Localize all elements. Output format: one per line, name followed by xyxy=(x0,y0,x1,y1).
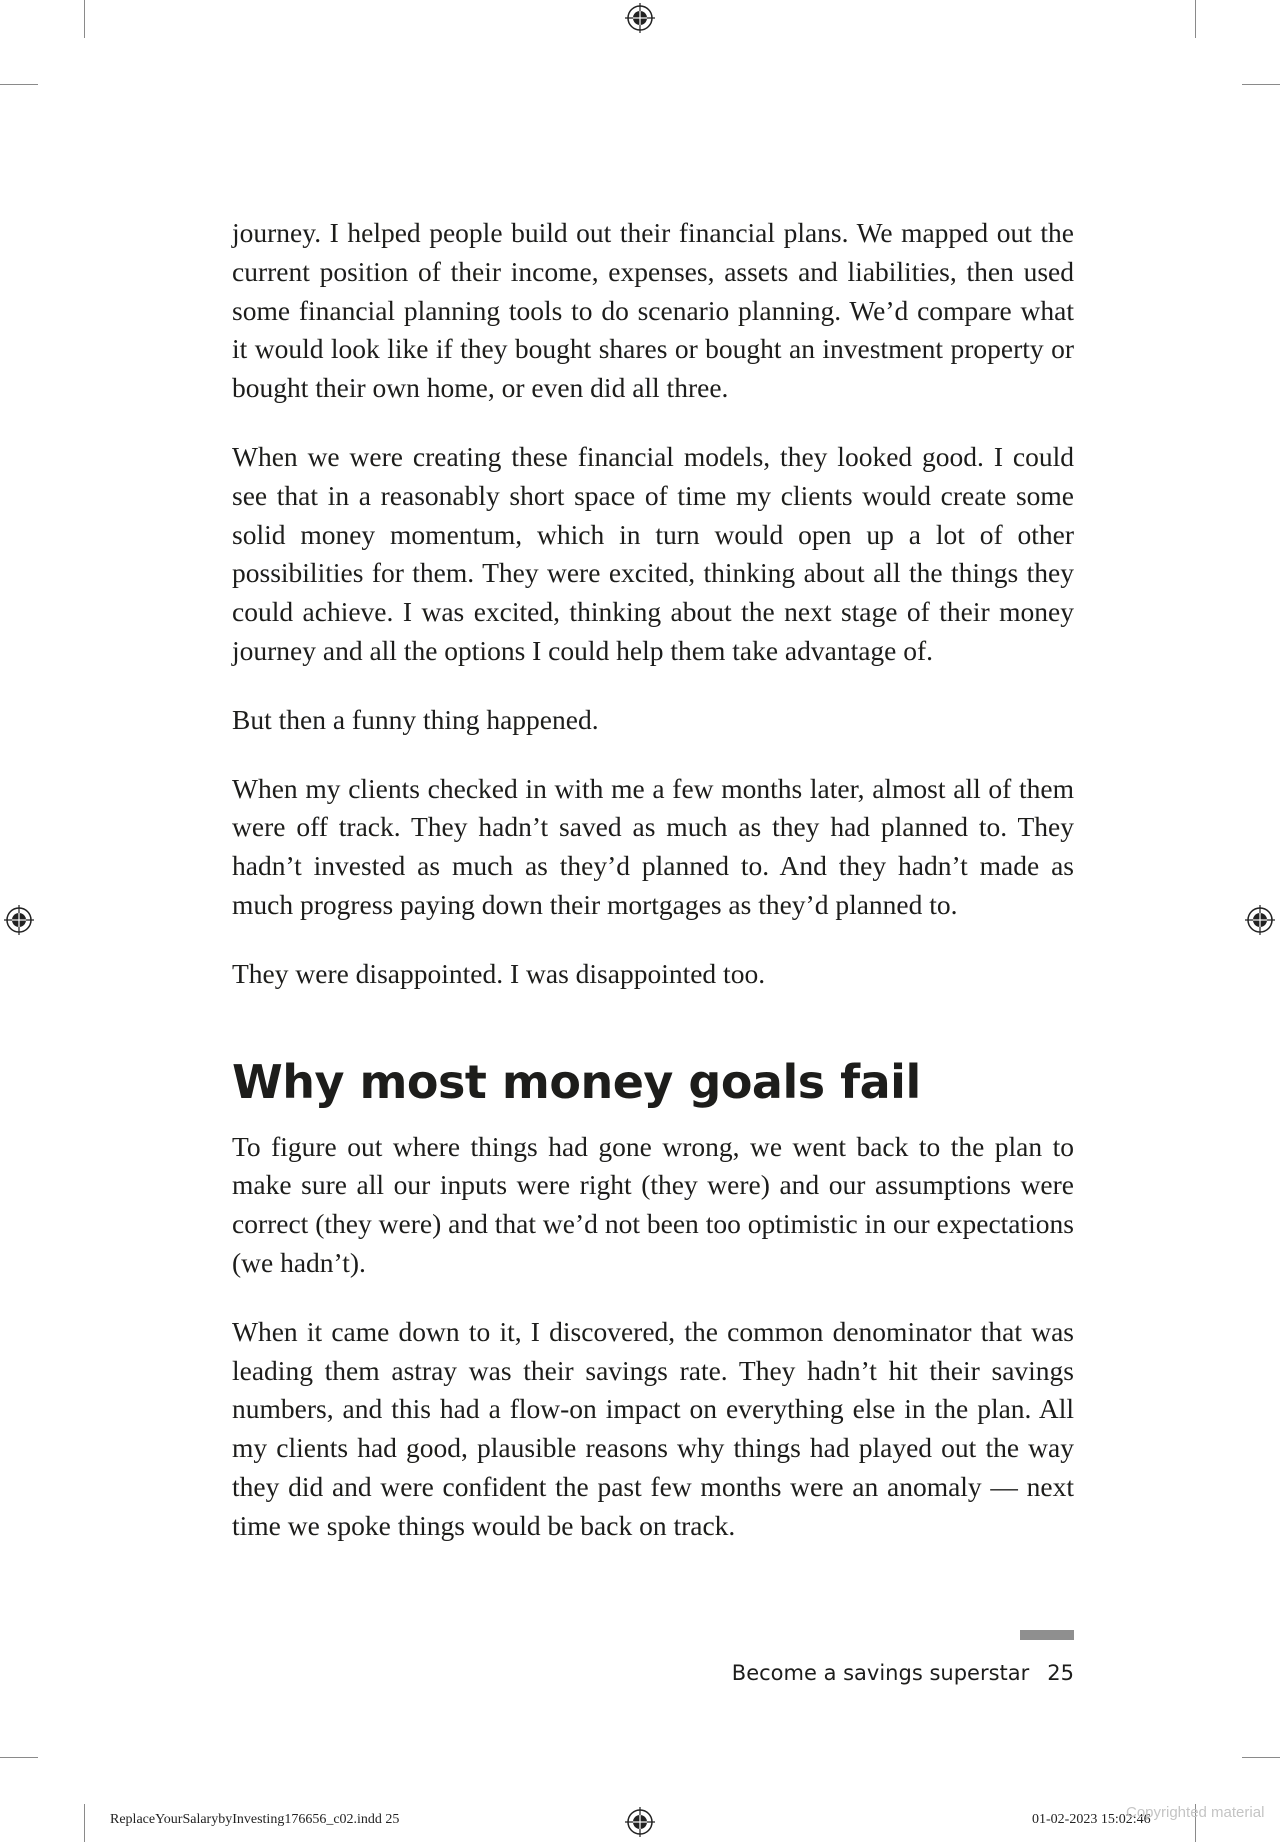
copyright-watermark: Copyrighted material xyxy=(1126,1804,1265,1821)
crop-mark-right-top xyxy=(1242,84,1280,85)
registration-mark-right-icon xyxy=(1245,905,1275,935)
body-text xyxy=(232,214,1074,1576)
paragraph-financial-models: When we were creating these financial models, they looked good. I could see that in a reasonably short space of time my clients would create some solid money momentum, which in turn would open up a lot of other possibilities for them. They were excited, thinking about all the things they could achieve. I was excited, thinking about the next stage of their money journey and all the options I could help them take advantage of. xyxy=(232,440,1074,666)
registration-mark-top-icon xyxy=(625,3,655,33)
crop-mark-bottom-left xyxy=(84,1804,85,1842)
running-footer xyxy=(732,1658,1074,1688)
crop-mark-left-bottom xyxy=(0,1757,38,1758)
slug-datetime: 01-02-2023 15:02:46 xyxy=(1032,1812,1151,1827)
slug-filename: ReplaceYourSalarybyInvesting176656_c02.indd 25 xyxy=(110,1812,400,1827)
crop-mark-top-right xyxy=(1195,0,1196,38)
registration-mark-bottom-icon xyxy=(625,1807,655,1837)
paragraph-off-track: When my clients checked in with me a few months later, almost all of them were off track. They hadn’t saved as much as they had planned to. They hadn’t invested as much as they’d planned to. And they hadn’t made as much progress paying down their mortgages as they’d planned to. xyxy=(232,772,1074,920)
page-number: 25 xyxy=(1047,1661,1074,1685)
crop-mark-left-top xyxy=(0,84,38,85)
paragraph-savings-rate: When it came down to it, I discovered, the common denominator that was leading them astray was their savings rate. They hadn’t hit their savings numbers, and this had a flow-on impact on everything else in the plan. All my clients had good, plausible reasons why things had played out the way they did and were confident the past few months were an anomaly — next time we spoke things would be back on track. xyxy=(232,1315,1074,1541)
crop-mark-right-bottom xyxy=(1242,1757,1280,1758)
crop-mark-top-left xyxy=(84,0,85,38)
running-title: Become a savings superstar xyxy=(731,1661,1030,1685)
footer-rule xyxy=(1020,1630,1074,1640)
paragraph-figure-out: To figure out where things had gone wrong, we went back to the plan to make sure all our inputs were right (they were) and our assumptions were correct (they were) and that we’d not been too optimistic in our expectations (we hadn’t). xyxy=(232,1130,1074,1278)
paragraph-journey: journey. I helped people build out their financial plans. We mapped out the current position of their income, expenses, assets and liabilities, then used some financial planning tools to do scenario planning. We’d compare what it would look like if they bought shares or bought an investment property or bought their own home, or even did all three. xyxy=(232,217,1074,404)
section-heading: Why most money goals fail xyxy=(232,1054,921,1109)
paragraph-disappointed: They were disappointed. I was disappointed too. xyxy=(232,957,766,989)
registration-mark-left-icon xyxy=(4,905,34,935)
paragraph-funny-thing: But then a funny thing happened. xyxy=(232,703,599,735)
